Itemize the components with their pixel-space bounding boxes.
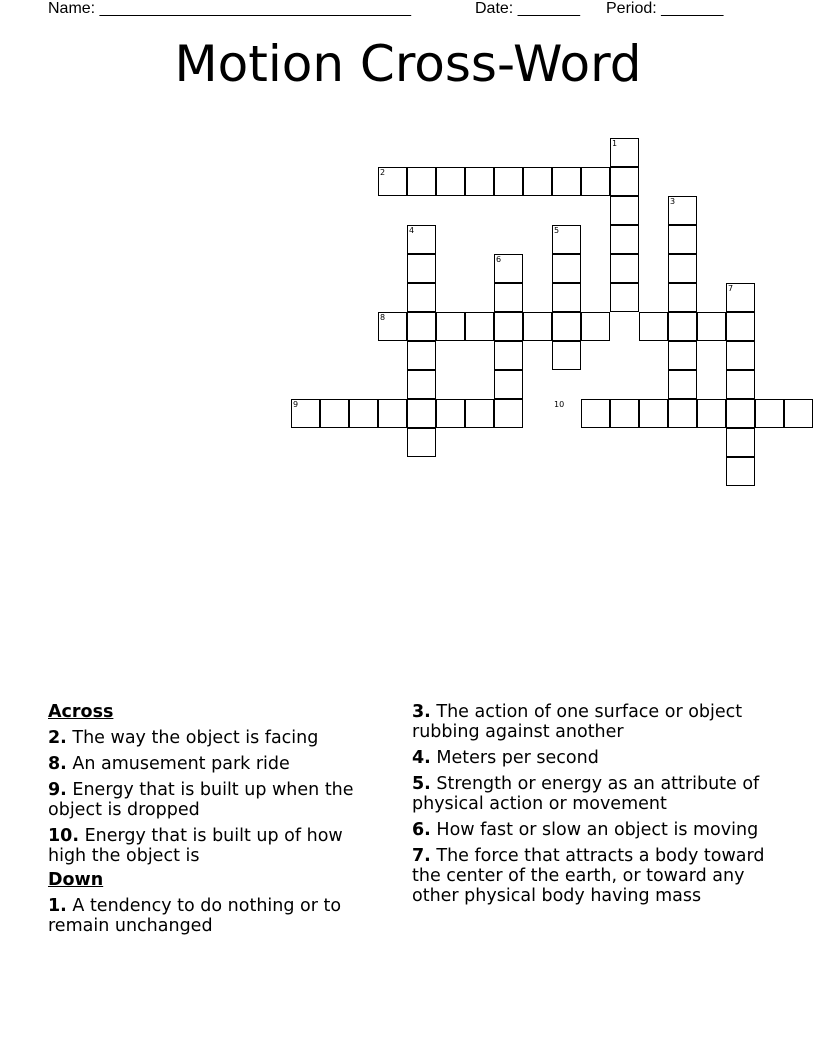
period-field[interactable]: Period: _______ bbox=[606, 0, 724, 17]
clue-number: 8. bbox=[48, 754, 67, 774]
grid-cell[interactable] bbox=[494, 167, 523, 196]
clue-number: 10. bbox=[48, 826, 80, 846]
grid-cell[interactable] bbox=[610, 167, 639, 196]
clue-number: 4. bbox=[412, 748, 431, 768]
grid-cell[interactable] bbox=[697, 312, 726, 341]
grid-cell[interactable] bbox=[668, 341, 697, 370]
grid-cell[interactable] bbox=[407, 428, 436, 457]
clue-number-label: 1 bbox=[612, 139, 618, 148]
grid-cell[interactable] bbox=[494, 370, 523, 399]
grid-cell[interactable] bbox=[581, 167, 610, 196]
clue-number-label: 7 bbox=[728, 284, 734, 293]
grid-cell[interactable] bbox=[726, 457, 755, 486]
clue-text: Meters per second bbox=[436, 748, 599, 768]
grid-cell[interactable] bbox=[552, 341, 581, 370]
grid-cell[interactable] bbox=[407, 254, 436, 283]
clue-text: Strength or energy as an attribute of physical action or movement bbox=[412, 774, 760, 814]
grid-cell[interactable] bbox=[668, 283, 697, 312]
clue-number-label: 10 bbox=[554, 400, 565, 409]
clue-down-6 bbox=[412, 820, 772, 840]
grid-cell[interactable] bbox=[436, 167, 465, 196]
clue-down-3 bbox=[412, 702, 772, 742]
grid-cell[interactable] bbox=[523, 167, 552, 196]
clue-number: 5. bbox=[412, 774, 431, 794]
grid-cell[interactable] bbox=[349, 399, 378, 428]
clue-across-9 bbox=[48, 780, 378, 820]
grid-cell[interactable] bbox=[726, 428, 755, 457]
clue-number-label: 6 bbox=[496, 255, 502, 264]
clue-number-label: 4 bbox=[409, 226, 415, 235]
grid-cell[interactable] bbox=[436, 399, 465, 428]
name-field[interactable]: Name: ___________________________________ bbox=[48, 0, 412, 17]
grid-cell[interactable] bbox=[407, 167, 436, 196]
grid-cell[interactable] bbox=[581, 399, 610, 428]
clue-across-2 bbox=[48, 728, 378, 748]
clue-across-8 bbox=[48, 754, 378, 774]
clue-text: The action of one surface or object rubbing against another bbox=[412, 702, 743, 742]
grid-cell[interactable] bbox=[465, 399, 494, 428]
clue-text: A tendency to do nothing or to remain unchanged bbox=[48, 896, 342, 936]
grid-cell[interactable] bbox=[552, 167, 581, 196]
clue-number-label: 3 bbox=[670, 197, 676, 206]
grid-cell[interactable] bbox=[610, 225, 639, 254]
grid-cell[interactable] bbox=[697, 399, 726, 428]
grid-cell[interactable] bbox=[407, 283, 436, 312]
clue-down-4 bbox=[412, 748, 772, 768]
clue-text: The force that attracts a body toward the center of the earth, or toward any other physical body having mass bbox=[412, 846, 765, 906]
clue-text: The way the object is facing bbox=[72, 728, 319, 748]
clue-text: Energy that is built up when the object is dropped bbox=[48, 780, 354, 820]
clue-number: 2. bbox=[48, 728, 67, 748]
grid-cell[interactable] bbox=[668, 312, 697, 341]
grid-cell[interactable] bbox=[320, 399, 349, 428]
grid-cell[interactable] bbox=[552, 254, 581, 283]
grid-cell[interactable] bbox=[407, 399, 436, 428]
grid-cell[interactable] bbox=[436, 312, 465, 341]
grid-cell[interactable] bbox=[494, 399, 523, 428]
clue-text: Energy that is built up of how high the object is bbox=[48, 826, 343, 866]
clue-down-1 bbox=[48, 896, 378, 936]
grid-cell[interactable] bbox=[610, 254, 639, 283]
down-heading: Down bbox=[48, 870, 104, 890]
grid-cell[interactable] bbox=[726, 370, 755, 399]
grid-cell[interactable] bbox=[668, 225, 697, 254]
clue-number: 9. bbox=[48, 780, 67, 800]
clue-number-label: 8 bbox=[380, 313, 386, 322]
grid-cell[interactable] bbox=[784, 399, 813, 428]
grid-cell[interactable] bbox=[726, 399, 755, 428]
grid-cell[interactable] bbox=[610, 283, 639, 312]
clue-text: How fast or slow an object is moving bbox=[436, 820, 759, 840]
grid-cell[interactable] bbox=[726, 312, 755, 341]
across-heading: Across bbox=[48, 702, 114, 722]
clue-number-label: 2 bbox=[380, 168, 386, 177]
grid-cell[interactable] bbox=[494, 283, 523, 312]
clue-number: 1. bbox=[48, 896, 67, 916]
clue-number: 6. bbox=[412, 820, 431, 840]
clue-down-7 bbox=[412, 846, 772, 906]
grid-cell[interactable] bbox=[552, 283, 581, 312]
grid-cell[interactable] bbox=[610, 399, 639, 428]
grid-cell[interactable] bbox=[581, 312, 610, 341]
grid-cell[interactable] bbox=[755, 399, 784, 428]
clue-number: 3. bbox=[412, 702, 431, 722]
clue-number-label: 5 bbox=[554, 226, 560, 235]
grid-cell[interactable] bbox=[465, 312, 494, 341]
grid-cell[interactable] bbox=[407, 341, 436, 370]
clues-right-column bbox=[412, 702, 772, 912]
clue-across-10 bbox=[48, 826, 378, 866]
grid-cell[interactable] bbox=[639, 399, 668, 428]
grid-cell[interactable] bbox=[610, 196, 639, 225]
grid-cell[interactable] bbox=[494, 312, 523, 341]
clue-number-label: 9 bbox=[293, 400, 299, 409]
grid-cell[interactable] bbox=[378, 399, 407, 428]
grid-cell[interactable] bbox=[668, 399, 697, 428]
date-field[interactable]: Date: _______ bbox=[475, 0, 580, 17]
grid-cell[interactable] bbox=[465, 167, 494, 196]
grid-cell[interactable] bbox=[494, 341, 523, 370]
grid-cell[interactable] bbox=[668, 370, 697, 399]
grid-cell[interactable] bbox=[523, 312, 552, 341]
grid-cell[interactable] bbox=[726, 341, 755, 370]
page-title: Motion Cross-Word bbox=[174, 35, 642, 93]
clue-number: 7. bbox=[412, 846, 431, 866]
clue-text: An amusement park ride bbox=[72, 754, 290, 774]
clues-left-column bbox=[48, 702, 378, 942]
grid-cell[interactable] bbox=[552, 312, 581, 341]
clue-down-5 bbox=[412, 774, 772, 814]
grid-cell[interactable] bbox=[668, 254, 697, 283]
grid-cell[interactable] bbox=[639, 312, 668, 341]
grid-cell[interactable] bbox=[407, 312, 436, 341]
grid-cell[interactable] bbox=[407, 370, 436, 399]
